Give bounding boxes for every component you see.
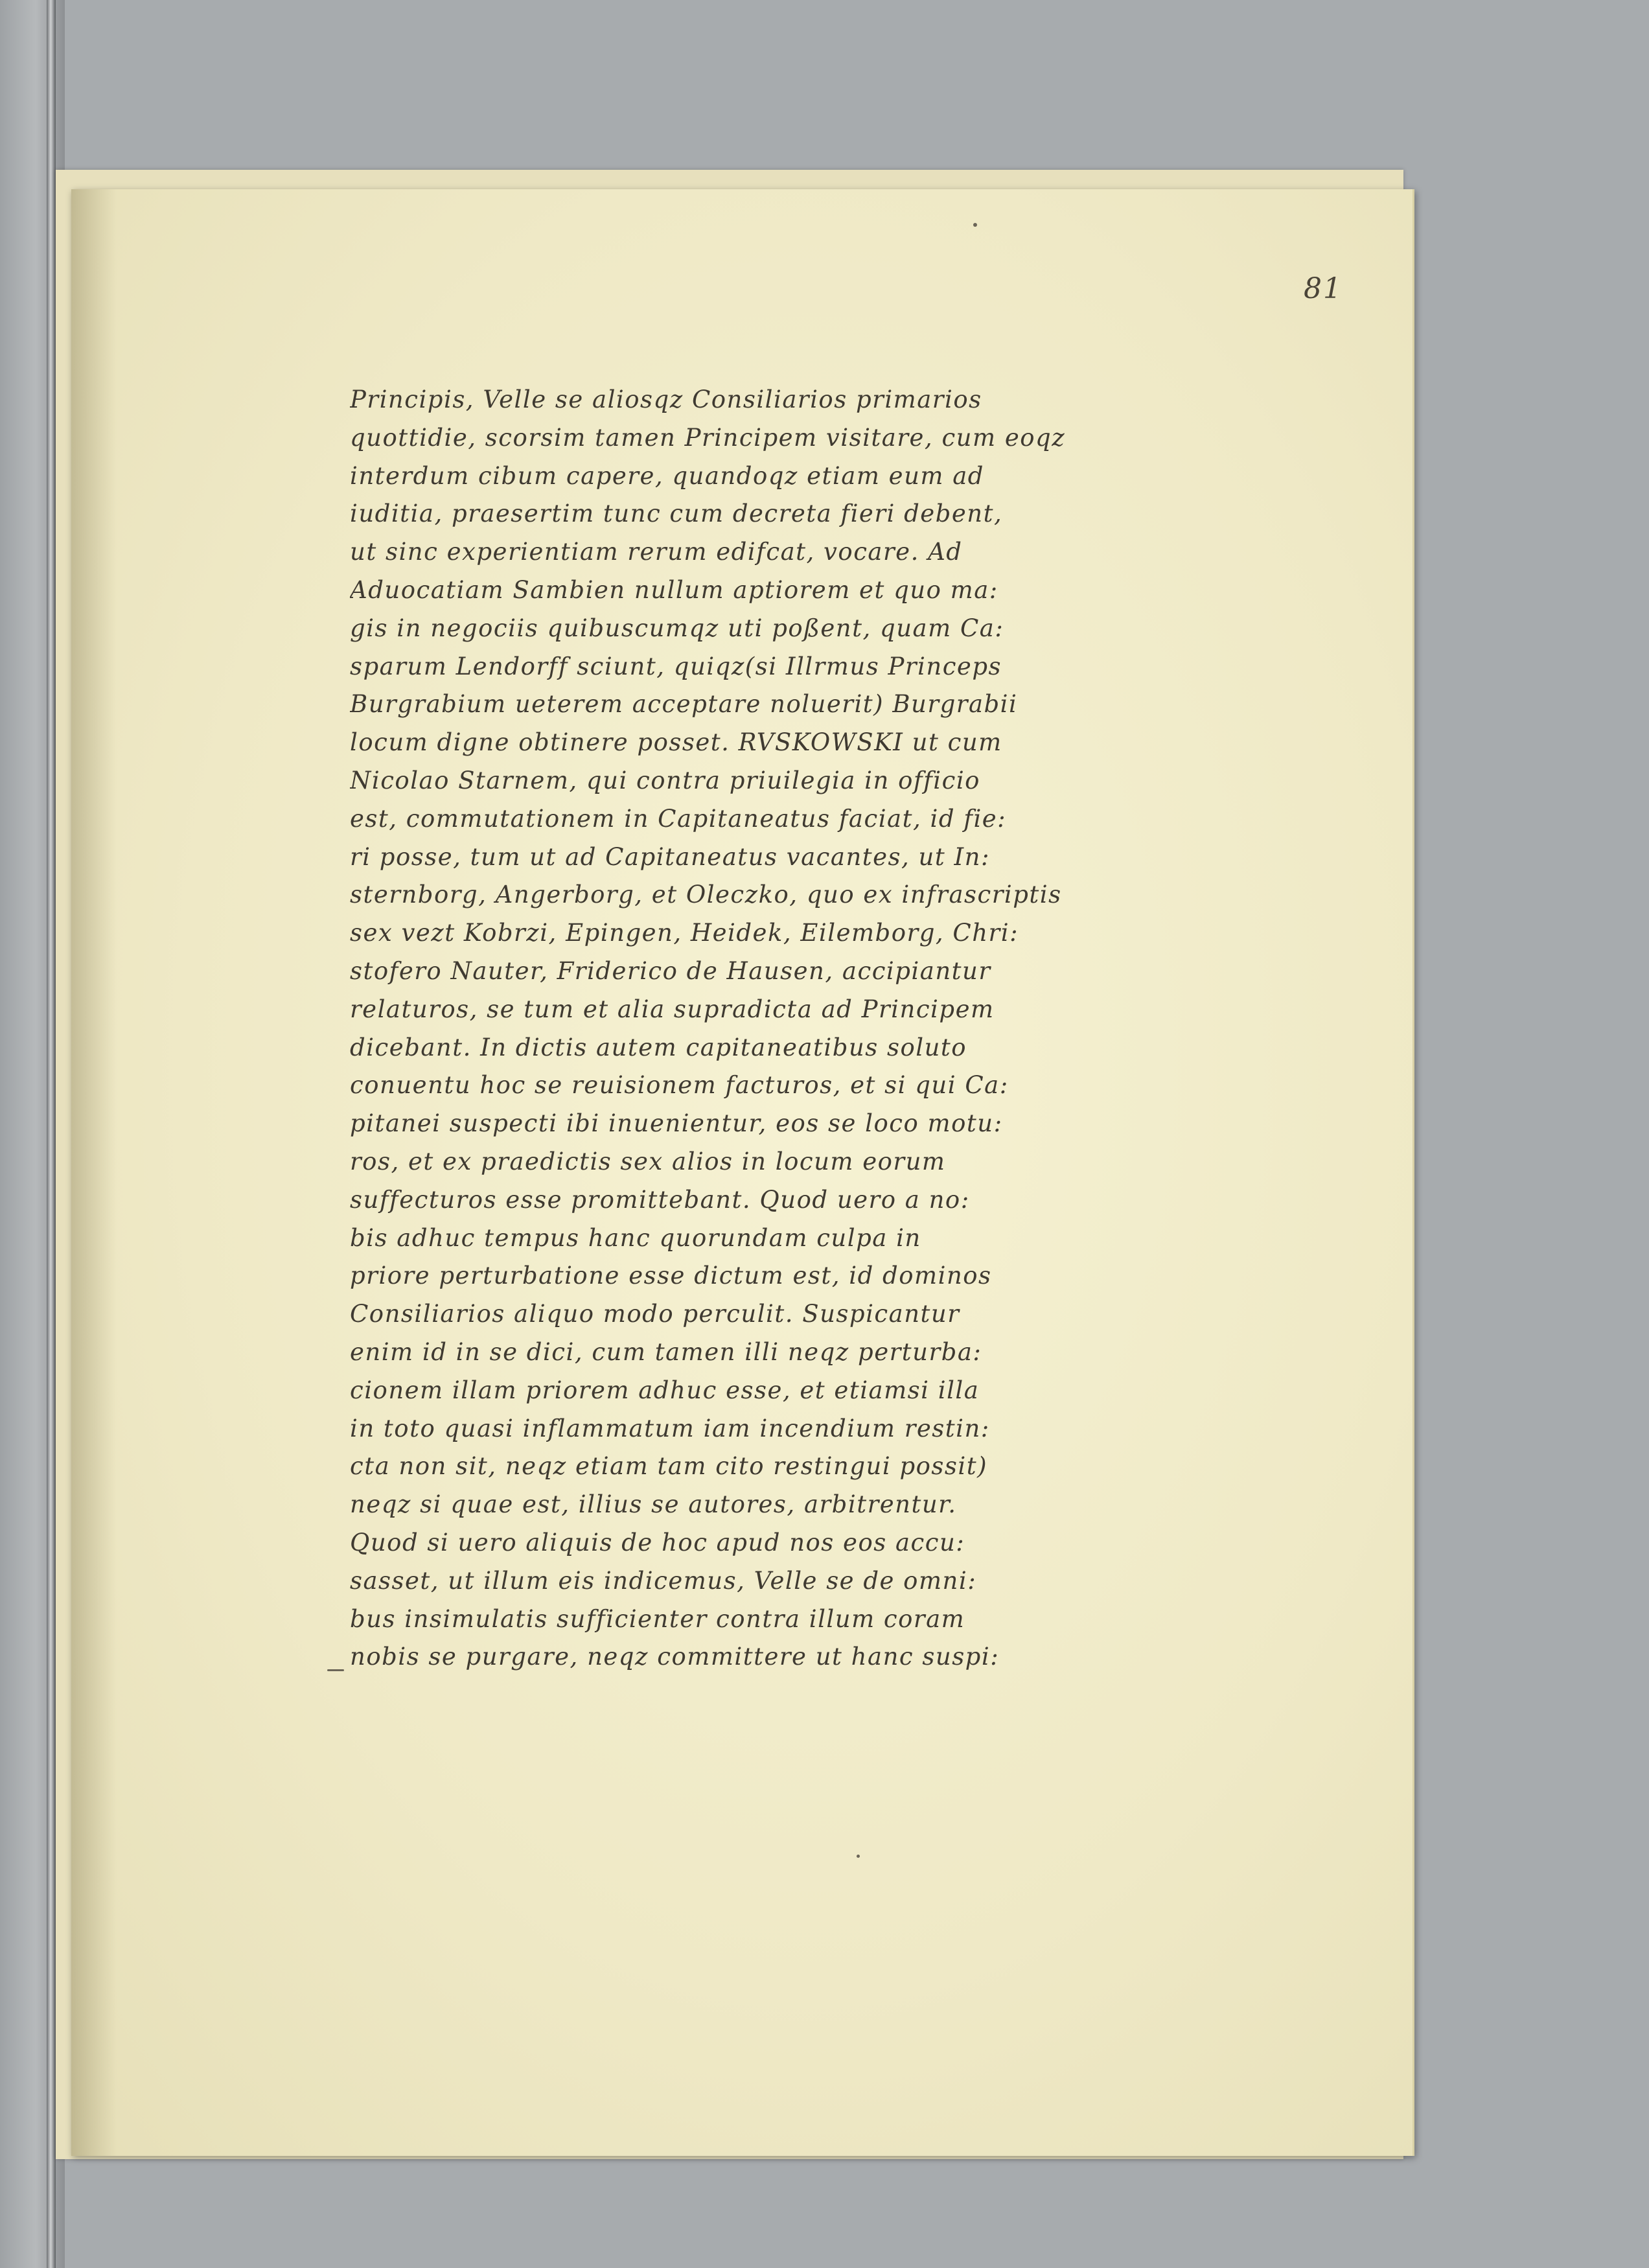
text-line: suffecturos esse promittebant. Quod uero a no:: [350, 1185, 970, 1214]
folio-number: 81: [1304, 272, 1343, 305]
text-line: Nicolao Starnem, qui contra priuilegia in officio: [350, 766, 980, 794]
ink-speck: [973, 223, 977, 227]
text-line: conuentu hoc se reuisionem facturos, et si qui Ca:: [350, 1071, 1009, 1100]
margin-stroke: [327, 1669, 344, 1671]
text-line: locum digne obtinere posset. RVSKOWSKI ut cum: [350, 728, 1002, 757]
text-line: iuditia, praesertim tunc cum decreta fieri debent,: [350, 500, 1003, 528]
text-line: enim id in se dici, cum tamen illi neqz perturba:: [350, 1337, 982, 1366]
text-line: Burgrabium ueterem acceptare noluerit) Burgrabii: [350, 690, 1018, 719]
text-line: sex vezt Kobrzi, Epingen, Heidek, Eilemborg, Chri:: [350, 919, 1019, 947]
text-line: gis in negociis quibuscumqz uti poßent, quam Ca:: [350, 614, 1004, 642]
text-line: stofero Nauter, Friderico de Hausen, accipiantur: [350, 956, 991, 985]
gutter-shadow: [71, 189, 117, 2156]
ink-speck: [857, 1855, 860, 1858]
text-line: cionem illam priorem adhuc esse, et etiamsi illa: [350, 1376, 980, 1404]
text-line: nobis se purgare, neqz committere ut hanc suspi:: [350, 1643, 1000, 1671]
text-line: interdum cibum capere, quandoqz etiam eum ad: [350, 461, 984, 490]
text-line: dicebant. In dictis autem capitaneatibus soluto: [350, 1033, 967, 1061]
text-line: Quod si uero aliquis de hoc apud nos eos accu:: [350, 1528, 965, 1556]
handwritten-text-block: [350, 381, 1270, 1676]
text-line: quottidie, scorsim tamen Principem visitare, cum eoqz: [350, 423, 1066, 452]
text-line: est, commutationem in Capitaneatus faciat, id fie:: [350, 804, 1007, 833]
text-line: in toto quasi inflammatum iam incendium restin:: [350, 1414, 990, 1442]
text-line: sasset, ut illum eis indicemus, Velle se de omni:: [350, 1566, 977, 1595]
text-line: Principis, Velle se aliosqz Consiliarios primarios: [350, 386, 982, 413]
text-line: neqz si quae est, illius se autores, arbitrentur.: [350, 1490, 957, 1519]
text-line: ri posse, tum ut ad Capitaneatus vacantes, ut In:: [350, 842, 990, 871]
text-line: bis adhuc tempus hanc quorundam culpa in: [350, 1223, 921, 1252]
text-line: ut sinc experientiam rerum edifcat, vocare. Ad: [350, 538, 963, 566]
text-line: ros, et ex praedictis sex alios in locum eorum: [350, 1147, 946, 1175]
binding-rod: [47, 0, 56, 2268]
text-line: Consiliarios aliquo modo perculit. Suspicantur: [350, 1300, 960, 1328]
text-line: Aduocatiam Sambien nullum aptiorem et quo ma:: [350, 575, 998, 604]
text-line: cta non sit, neqz etiam tam cito restingui possit): [350, 1452, 988, 1481]
text-line: relaturos, se tum et alia supradicta ad Principem: [350, 995, 995, 1023]
text-line: pitanei suspecti ibi inuenientur, eos se loco motu:: [350, 1109, 1003, 1138]
manuscript-page: [71, 189, 1414, 2156]
text-line: sparum Lendorff sciunt, quiqz(si Illrmus Princeps: [350, 652, 1002, 680]
text-line: bus insimulatis sufficienter contra illum coram: [350, 1604, 965, 1633]
text-line: sternborg, Angerborg, et Oleczko, quo ex infrascriptis: [350, 881, 1062, 909]
text-line: priore perturbatione esse dictum est, id dominos: [350, 1262, 992, 1290]
